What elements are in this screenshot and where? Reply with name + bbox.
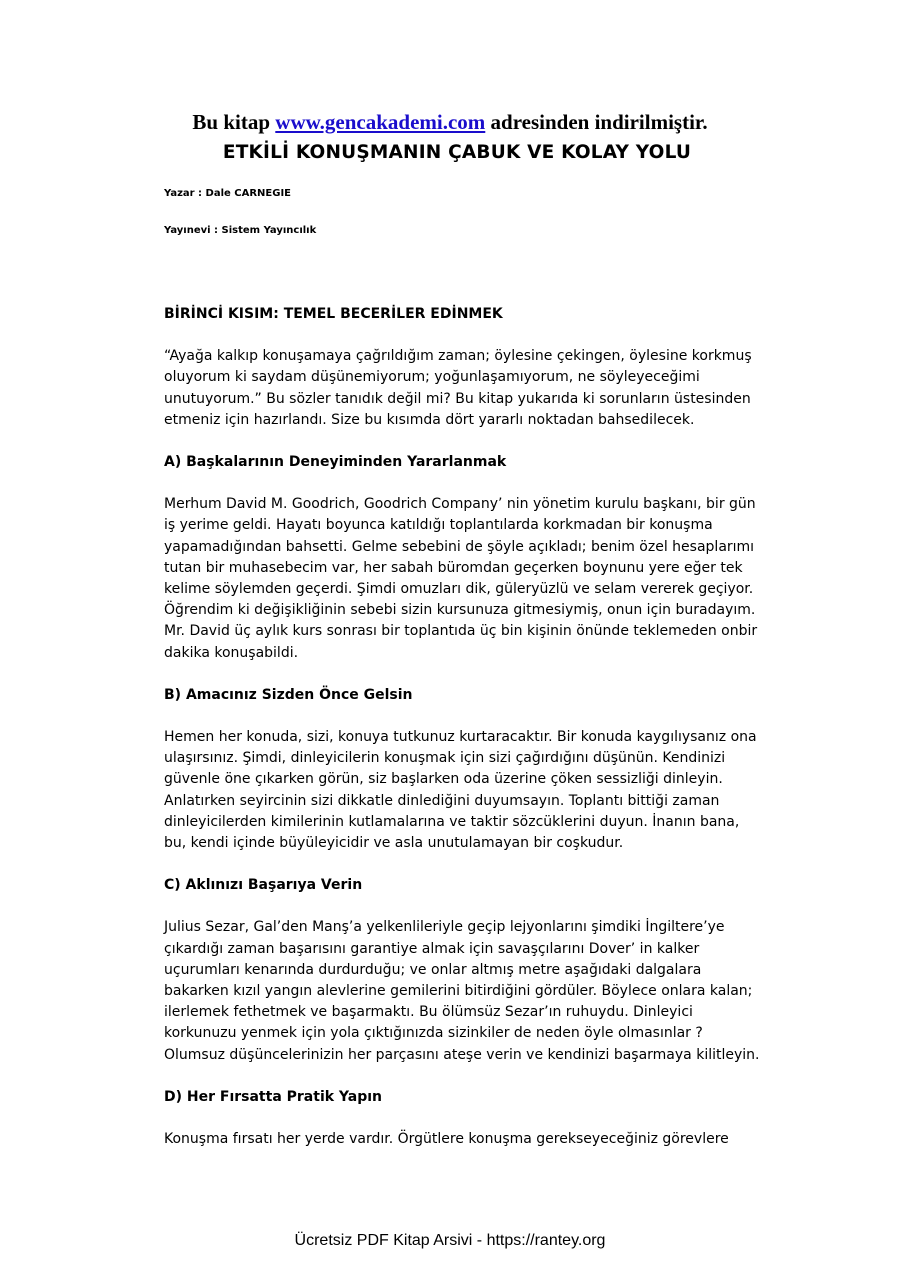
section-heading-d: D) Her Fırsatta Pratik Yapın — [164, 1088, 383, 1105]
download-source-line — [0, 108, 900, 136]
part-title: BİRİNCİ KISIM: TEMEL BECERİLER EDİNMEK — [164, 306, 503, 322]
section-body-a: Merhum David M. Goodrich, Goodrich Company’ nin yönetim kurulu başkanı, bir gün iş yerime geldi. Hayatı boyunca katıldığı toplantılarda korkmadan bir konuşma yapamadığından bahsetti. Gelme sebebini de şöyle açıkladı; benim özel hesaplarımı tutan bir muhasebecim var, her sabah büromdan geçerken boynunu yere eğer tek kelime söylemden geçerdi. Şimdi omuzları dik, güleryüzlü ve selam vererek geçiyor. Öğrendim ki değişikliğinin sebebi sizin kursunuza gitmesiymiş, onun için buradayım. Mr. David üç aylık kurs sonrası bir toplantıda üç bin kişinin önünde teklemeden onbir dakika konuşabildi. — [164, 496, 758, 661]
source-link[interactable]: www.gencakademi.com — [275, 110, 486, 134]
author-line: Yazar : Dale CARNEGIE — [164, 188, 292, 199]
section-heading-b: B) Amacınız Sizden Önce Gelsin — [164, 686, 413, 703]
header-prefix: Bu kitap — [192, 110, 271, 134]
header-suffix: adresinden indirilmiştir. — [490, 110, 708, 134]
book-title: ETKİLİ KONUŞMANIN ÇABUK VE KOLAY YOLU — [222, 142, 692, 163]
publisher-line: Yayınevi : Sistem Yayıncılık — [164, 225, 317, 236]
section-body-b: Hemen her konuda, sizi, konuya tutkunuz kurtaracaktır. Bir konuda kaygılıysanız ona ulaşırsınız. Şimdi, dinleyicilerin konuşmak için sizi çağırdığını düşünün. Kendinizi güvenle öne çıkarken görün, siz başlarken oda üzerine çöken sessizliği dinleyin. Anlatırken seyircinin sizi dikkatle dinlediğini duyumsayın. Toplantı bittiği zaman dinleyicilerden kimilerinin kutlamalarına ve taktir sözcüklerini duyun. İnanın bana, bu, kendi içinde büyüleyicidir ve asla unutulamayan bir coşkudur. — [164, 729, 757, 852]
section-heading-c: C) Aklınızı Başarıya Verin — [164, 877, 363, 894]
section-body-d: Konuşma fırsatı her yerde vardır. Örgütlere konuşma gerekseyeceğiniz görevlere — [164, 1131, 729, 1148]
document-body — [164, 304, 764, 1150]
page-footer: Ücretsiz PDF Kitap Arsivi - https://rantey.org — [294, 1232, 606, 1249]
section-body-c: Julius Sezar, Gal’den Manş’a yelkenlileriyle geçip lejyonlarını şimdiki İngiltere’ye çıkardığı zaman başarısını garantiye almak için savaşçılarını Dover’ in kalker uçurumları kenarında durdurduğu; ve onlar altmış metre aşağıdaki dalgalara bakarken kızıl yangın alevlerine gemilerini bitirdiğini gördüler. Böylece onlara kalan; ilerlemek fethetmek ve başarmaktı. Bu ölümsüz Sezar’ın ruhuydu. Dinleyici korkunuzu yenmek için yola çıktığınızda sizinkiler de neden öyle olmasınlar ? Olumsuz düşüncelerinizin her parçasını ateşe verin ve kendinizi başarmaya kilitleyin. — [164, 919, 760, 1063]
intro-paragraph: “Ayağa kalkıp konuşamaya çağrıldığım zaman; öylesine çekingen, öylesine korkmuş oluyorum ki saydam düşünemiyorum; yoğunlaşamıyorum, ne söyleyeceğimi unutuyorum.” Bu sözler tanıdık değil mi? Bu kitap yukarıda ki sorunların üstesinden etmeniz için hazırlandı. Size bu kısımda dört yararlı noktadan bahsedilecek. — [164, 348, 752, 428]
section-heading-a: A) Başkalarının Deneyiminden Yararlanmak — [164, 454, 507, 471]
